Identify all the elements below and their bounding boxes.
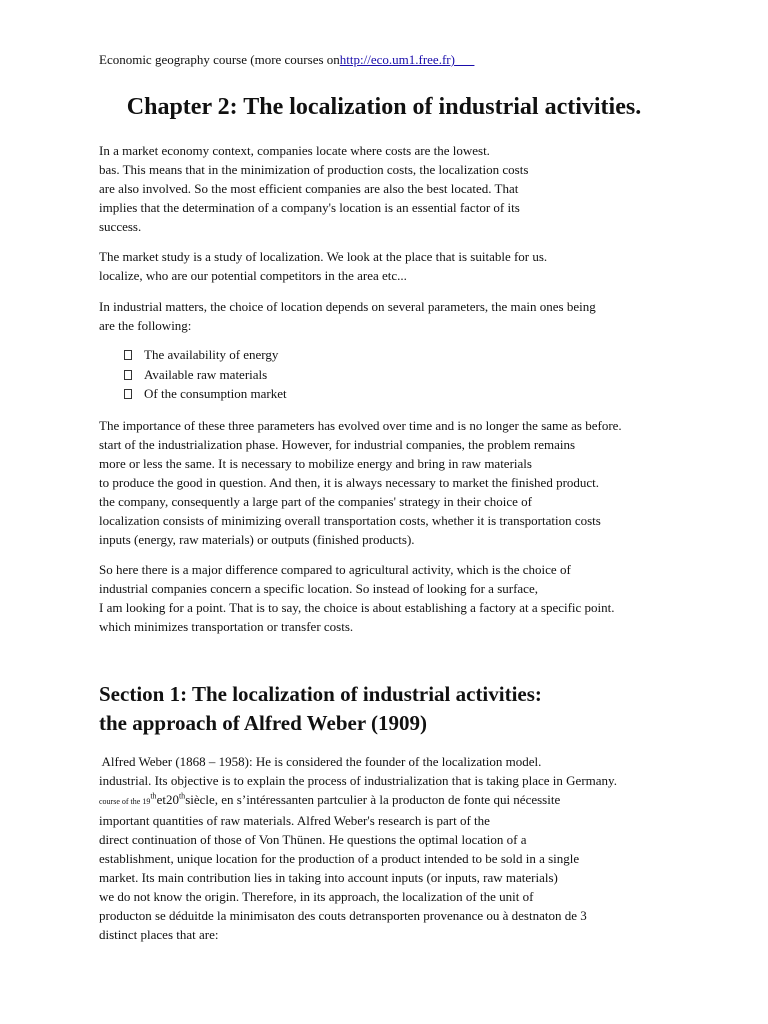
bullet-box-icon xyxy=(124,350,132,360)
paragraph-line: direct continuation of those of Von Thünen. He questions the optimal location of a xyxy=(99,832,527,847)
course-header xyxy=(99,52,474,68)
market-study-paragraph xyxy=(99,247,739,285)
importance-paragraph xyxy=(99,416,739,549)
paragraph-line: localization consists of minimizing overall transportation costs, whether it is transportation costs xyxy=(99,513,601,528)
paragraph-line: The market study is a study of localization. We look at the place that is suitable for us. xyxy=(99,249,548,264)
paragraph-line: which minimizes transportation or transfer costs. xyxy=(99,619,354,634)
paragraph-line: implies that the determination of a company's location is an essential factor of its xyxy=(99,200,520,215)
paragraph-line: we do not know the origin. Therefore, in its approach, the localization of the unit of xyxy=(99,889,534,904)
paragraph-line: Alfred Weber (1868 – 1958): He is considered the founder of the localization model. xyxy=(99,754,542,769)
paragraph-line: bas. This means that in the minimization of production costs, the localization costs xyxy=(99,162,529,177)
list-item: The availability of energy xyxy=(124,345,287,365)
paragraph-line: In industrial matters, the choice of location depends on several parameters, the main ones being xyxy=(99,299,596,314)
paragraph-line: industrial. Its objective is to explain the process of industrialization that is taking place in Germany. xyxy=(99,773,617,788)
paragraph-line: to produce the good in question. And then, it is always necessary to market the finished product. xyxy=(99,475,600,490)
parameters-paragraph xyxy=(99,297,739,335)
bullet-box-icon xyxy=(124,389,132,399)
course-website-link-trail[interactable] xyxy=(455,52,475,67)
chapter-title: Chapter 2: The localization of industrial activities. xyxy=(126,94,642,120)
weber-paragraph xyxy=(99,752,739,944)
paragraph-line: are also involved. So the most efficient companies are also the best located. That xyxy=(99,181,519,196)
section-1-title: Section 1: The localization of industrial activities: the approach of Alfred Weber (1909) xyxy=(99,682,542,735)
intro-paragraph xyxy=(99,141,739,236)
paragraph-line: inputs (energy, raw materials) or outputs (finished products). xyxy=(99,532,415,547)
paragraph-line: are the following: xyxy=(99,318,192,333)
paragraph-line: So here there is a major difference compared to agricultural activity, which is the choice of xyxy=(99,562,571,577)
paragraph-line: important quantities of raw materials. Alfred Weber's research is part of the xyxy=(99,813,490,828)
paragraph-line: success. xyxy=(99,219,142,234)
paragraph-line: more or less the same. It is necessary to mobilize energy and bring in raw materials xyxy=(99,456,532,471)
list-item: Available raw materials xyxy=(124,365,287,385)
paragraph-line: The importance of these three parameters has evolved over time and is no longer the same as before. xyxy=(99,418,622,433)
paragraph-line: industrial companies concern a specific location. So instead of looking for a surface, xyxy=(99,581,538,596)
paragraph-line: In a market economy context, companies locate where costs are the lowest. xyxy=(99,143,490,158)
paragraph-line: producton se déduitde la minimisaton des couts detransporten provenance ou à destnaton de 3 xyxy=(99,908,587,923)
list-item: Of the consumption market xyxy=(124,384,287,404)
bullet-box-icon xyxy=(124,370,132,380)
course-website-link[interactable]: http://eco.um1.free.fr) xyxy=(339,52,455,67)
paragraph-line: course of the 19thet20thsiècle, en s’intéressanten partculier à la producton de fonte qui nécessite xyxy=(99,791,561,807)
paragraph-line: establishment, unique location for the production of a product intended to be sold in a single xyxy=(99,851,580,866)
paragraph-line: distinct places that are: xyxy=(99,927,219,942)
paragraph-line: localize, who are our potential competitors in the area etc... xyxy=(99,268,407,283)
course-header-text: Economic geography course (more courses on xyxy=(99,52,340,67)
paragraph-line: start of the industrialization phase. However, for industrial companies, the problem remains xyxy=(99,437,576,452)
difference-paragraph xyxy=(99,560,739,636)
paragraph-line: the company, consequently a large part of the companies' strategy in their choice of xyxy=(99,494,532,509)
paragraph-line: I am looking for a point. That is to say, the choice is about establishing a factory at a specific point. xyxy=(99,600,615,615)
paragraph-line: market. Its main contribution lies in taking into account inputs (or inputs, raw materials) xyxy=(99,870,558,885)
parameters-list xyxy=(124,345,287,404)
